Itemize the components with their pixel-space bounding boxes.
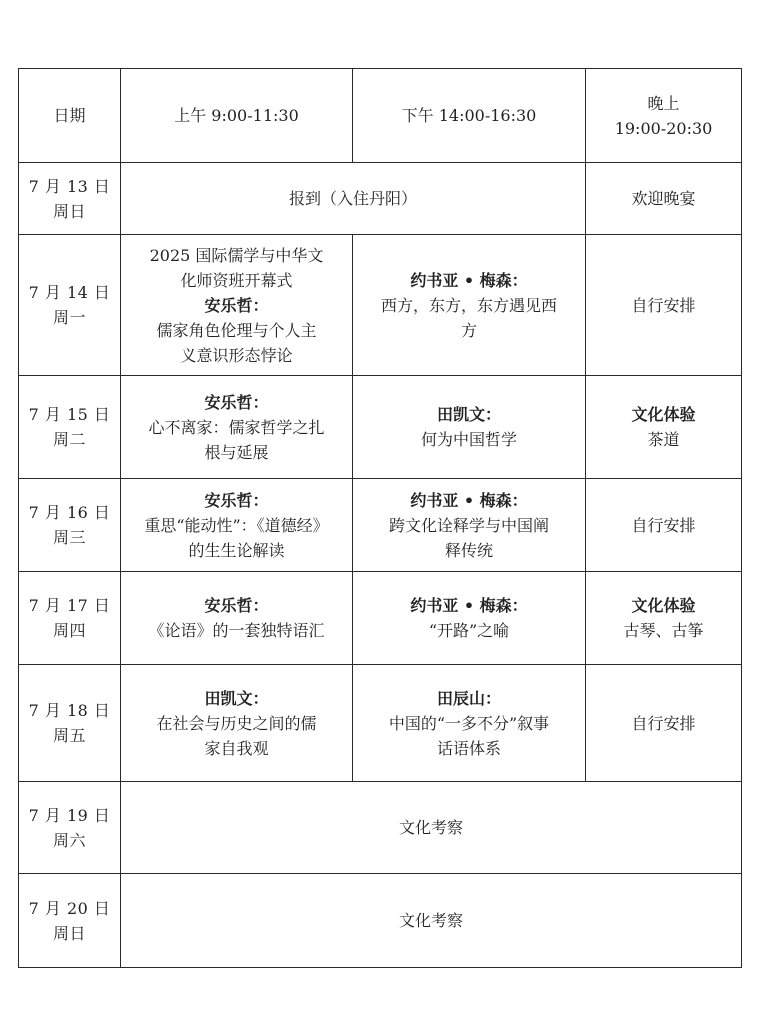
evening-cell [586,376,742,479]
header-morning-label: 上午 9:00-11:30 [174,106,299,125]
header-date [19,69,121,163]
afternoon-session-cell [353,665,586,782]
table-row [19,874,742,968]
date-cell [19,376,121,479]
morning-event-line: 化师资班开幕式 [180,270,293,290]
morning-speaker: 安乐哲： [204,295,269,315]
afternoon-speaker: 田辰山： [436,688,501,708]
date-label: 7 月 19 日 [28,805,111,825]
afternoon-speaker: 约书亚 • 梅森： [410,490,528,510]
table-row [19,235,742,376]
morning-session-cell [121,235,353,376]
morning-title-line: 《论语》的一套独特语汇 [148,621,325,640]
weekday-label: 周日 [52,201,86,221]
afternoon-title-line: 跨文化诠释学与中国阐 [388,515,549,535]
table-row [19,572,742,665]
afternoon-title-line: 西方，东方，东方遇见西 [380,295,557,315]
weekday-label: 周日 [52,923,86,943]
afternoon-session-cell [353,479,586,572]
table-row [19,665,742,782]
evening-text: 自行安排 [631,295,696,315]
morning-session-cell [121,572,353,665]
date-label: 7 月 15 日 [28,405,111,424]
afternoon-title-line: 中国的“一多不分”叙事 [388,713,550,733]
header-date-label: 日期 [53,106,86,125]
morning-speaker: 安乐哲： [204,490,269,510]
morning-title-line: 在社会与历史之间的儒 [156,713,317,733]
evening-cell [586,572,742,665]
day-span-cell [121,163,586,235]
morning-session-cell [121,665,353,782]
morning-title-line: 的生生论解读 [188,540,285,560]
date-label: 7 月 17 日 [28,596,111,615]
schedule-table [18,68,742,968]
evening-text: 自行安排 [631,515,696,535]
day-span-text: 文化考察 [398,818,463,837]
header-morning [121,69,353,163]
morning-session-cell [121,376,353,479]
date-cell [19,782,121,874]
afternoon-session-cell [353,235,586,376]
morning-title-line: 义意识形态悖论 [180,345,293,365]
day-span-cell [121,874,742,968]
evening-heading: 文化体验 [631,596,696,615]
weekday-label: 周一 [52,308,86,327]
evening-text: 茶道 [647,430,680,449]
evening-text: 古琴、古筝 [623,621,704,640]
afternoon-title-line: 方 [460,320,477,340]
table-row [19,782,742,874]
evening-cell [586,163,742,235]
date-cell [19,572,121,665]
table-row [19,163,742,235]
weekday-label: 周三 [52,528,86,547]
header-evening [586,69,742,163]
header-evening-label: 晚上 [647,93,680,113]
header-afternoon [353,69,586,163]
header-afternoon-label: 下午 14:00-16:30 [401,106,537,125]
afternoon-speaker: 约书亚 • 梅森： [410,270,528,290]
header-evening-time: 19:00-20:30 [614,118,713,138]
afternoon-session-cell [353,376,586,479]
date-label: 7 月 13 日 [28,176,111,196]
morning-title-line: 家自我观 [204,738,269,758]
morning-speaker: 安乐哲： [204,596,269,615]
afternoon-session-cell [353,572,586,665]
date-cell [19,479,121,572]
table-row [19,479,742,572]
morning-speaker: 安乐哲： [204,392,269,412]
evening-cell [586,479,742,572]
table-row [19,376,742,479]
morning-speaker: 田凯文： [204,688,269,708]
morning-session-cell [121,479,353,572]
morning-title-line: 心不离家：儒家哲学之扎 [148,417,325,437]
afternoon-title-line: 释传统 [444,540,493,560]
morning-event-line: 2025 国际儒学与中华文 [149,245,324,265]
evening-text: 欢迎晚宴 [631,189,696,208]
evening-text: 自行安排 [631,713,696,733]
afternoon-title-line: “开路”之喻 [428,621,510,640]
morning-title-line: 根与延展 [204,442,269,462]
weekday-label: 周二 [52,430,86,449]
table-header-row [19,69,742,163]
date-label: 7 月 16 日 [28,503,111,522]
afternoon-title-line: 何为中国哲学 [420,430,517,449]
afternoon-speaker: 约书亚 • 梅森： [410,596,528,615]
day-span-cell [121,782,742,874]
date-label: 7 月 18 日 [28,701,111,720]
date-label: 7 月 14 日 [28,283,111,302]
afternoon-title-line: 话语体系 [436,738,501,758]
date-label: 7 月 20 日 [28,898,111,918]
date-cell [19,874,121,968]
day-span-text: 文化考察 [398,911,463,930]
day-span-text: 报到（入住丹阳） [288,189,417,208]
morning-title-line: 儒家角色伦理与个人主 [156,320,317,340]
date-cell [19,235,121,376]
weekday-label: 周五 [52,726,86,745]
evening-cell [586,665,742,782]
weekday-label: 周四 [52,621,86,640]
weekday-label: 周六 [52,830,86,850]
evening-cell [586,235,742,376]
date-cell [19,665,121,782]
afternoon-speaker: 田凯文： [436,405,501,424]
date-cell [19,163,121,235]
evening-heading: 文化体验 [631,405,696,424]
morning-title-line: 重思“能动性”：《道德经》 [144,515,329,535]
